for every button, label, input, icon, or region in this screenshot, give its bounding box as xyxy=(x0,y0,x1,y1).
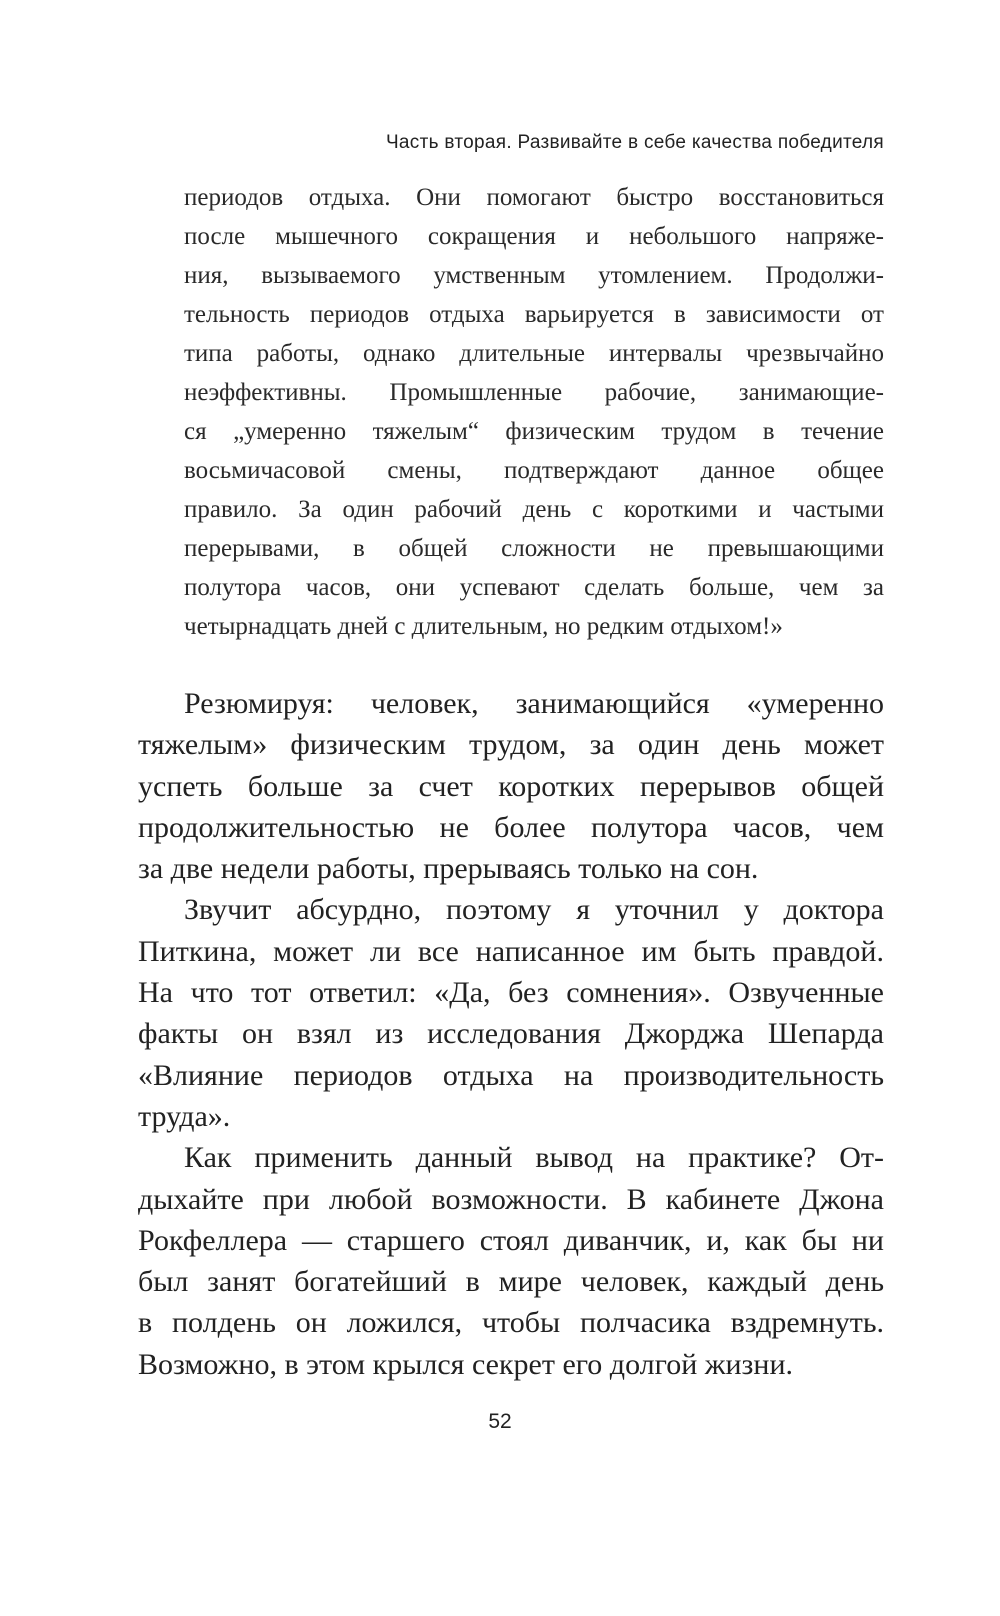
text-line: На что тот ответил: «Да, без сомнения». Озвученные xyxy=(138,976,884,1010)
text-line: продолжительностью не более полутора часов, чем xyxy=(138,810,884,844)
quote-line: ния, вызываемого умственным утомлением. Продолжи- xyxy=(184,262,884,289)
running-head: Часть вторая. Развивайте в себе качества победителя xyxy=(385,132,884,153)
paragraph-practice xyxy=(138,1137,884,1385)
text-line: был занят богатейший в мире человек, каждый день xyxy=(138,1265,884,1299)
text-line: Питкина, может ли все написанное им быть правдой. xyxy=(138,934,884,968)
text-line: труда». xyxy=(138,1099,231,1133)
text-line: Резюмируя: человек, занимающийся «умеренно xyxy=(184,687,884,720)
paragraph-summary xyxy=(138,683,884,889)
text-line: в полдень он ложился, чтобы полчасика вздремнуть. xyxy=(138,1306,884,1340)
quote-line: перерывами, в общей сложности не превышающими xyxy=(184,535,884,562)
quote-line: четырнадцать дней с длительным, но редким отдыхом!» xyxy=(184,613,783,640)
text-line: факты он взял из исследования Джорджа Шепарда xyxy=(138,1017,884,1051)
quote-line: правило. За один рабочий день с короткими и частыми xyxy=(184,496,884,523)
quote-line: восьмичасовой смены, подтверждают данное общее xyxy=(184,457,884,484)
quote-line: неэффективны. Промышленные рабочие, занимающие- xyxy=(184,379,884,406)
quote-line: периодов отдыха. Они помогают быстро восстановиться xyxy=(184,184,884,211)
quote-line: после мышечного сокращения и небольшого напряже- xyxy=(184,223,884,250)
quote-line: типа работы, однако длительные интервалы чрезвычайно xyxy=(184,340,884,367)
quote-line: ся „умеренно тяжелым“ физическим трудом в течение xyxy=(184,418,884,445)
quote-line: полутора часов, они успевают сделать больше, чем за xyxy=(184,574,884,601)
text-line: дыхайте при любой возможности. В кабинете Джона xyxy=(138,1182,884,1216)
body-text xyxy=(138,683,884,1385)
quote-line: тельность периодов отдыха варьируется в зависимости от xyxy=(184,301,884,328)
text-line: Рокфеллера — старшего стоял диванчик, и, как бы ни xyxy=(138,1223,884,1257)
text-line: Как применить данный вывод на практике? От- xyxy=(184,1141,884,1175)
text-line: Возможно, в этом крылся секрет его долгой жизни. xyxy=(138,1347,794,1381)
page-number: 52 xyxy=(488,1410,512,1433)
text-line: успеть больше за счет коротких перерывов общей xyxy=(138,769,884,803)
quoted-passage xyxy=(184,178,884,646)
text-line: тяжелым» физическим трудом, за один день может xyxy=(138,728,884,762)
paragraph-pitkin xyxy=(138,889,884,1137)
text-line: за две недели работы, прерываясь только на сон. xyxy=(138,852,759,886)
text-line: Звучит абсурдно, поэтому я уточнил у доктора xyxy=(184,893,884,927)
text-line: «Влияние периодов отдыха на производительность xyxy=(138,1058,884,1092)
